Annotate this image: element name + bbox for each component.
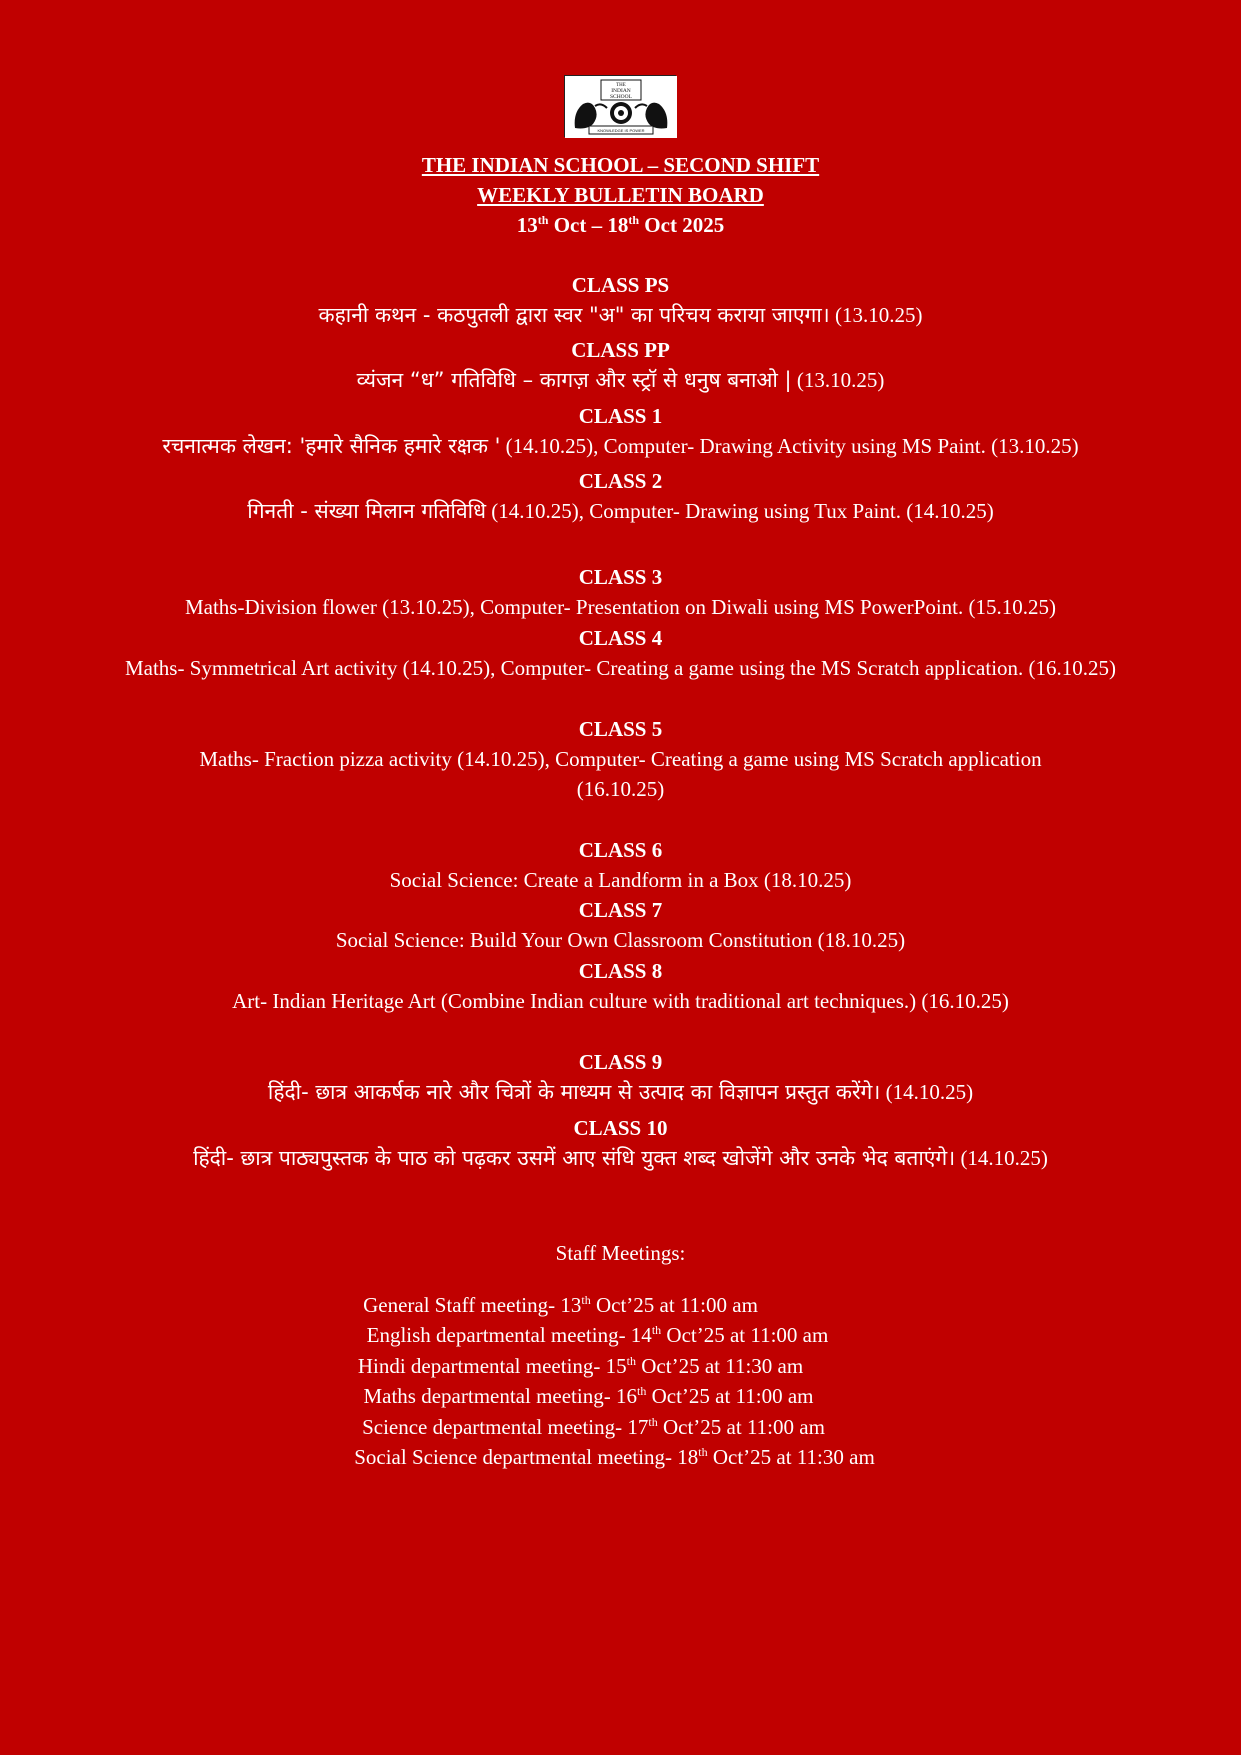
class-3-section: [0, 562, 1241, 622]
class-activity: रचनात्मक लेखन: 'हमारे सैनिक हमारे रक्षक ' (14.10.25), Computer- Drawing Activity using MS Paint. (13.10.25): [162, 434, 1079, 458]
class-title: CLASS 8: [578, 959, 663, 983]
school-crest-icon: [565, 76, 677, 138]
list-item: English departmental meeting- 14th Oct’25 at 11:00 am: [366, 1323, 829, 1348]
class-2-section: [0, 466, 1241, 526]
class-title: CLASS 3: [578, 565, 663, 589]
svg-text:SCHOOL: SCHOOL: [609, 94, 633, 100]
bulletin-header: [0, 150, 1241, 240]
class-9-section: [0, 1047, 1241, 1107]
class-title: CLASS PS: [571, 273, 670, 297]
class-activity: Art- Indian Heritage Art (Combine Indian culture with traditional art techniques.) (16.10.25): [232, 989, 1009, 1013]
class-8-section: [0, 956, 1241, 1016]
class-activity: Maths- Fraction pizza activity (14.10.25), Computer- Creating a game using MS Scratch application (16.10.25): [199, 747, 1042, 801]
class-4-section: [0, 623, 1241, 683]
class-1-section: [0, 401, 1241, 461]
class-activity: Social Science: Build Your Own Classroom Constitution (18.10.25): [335, 928, 906, 952]
class-title: CLASS 2: [578, 469, 663, 493]
svg-text:KNOWLEDGE IS POWER: KNOWLEDGE IS POWER: [597, 128, 645, 133]
svg-text:INDIAN: INDIAN: [611, 88, 631, 94]
class-activity: Maths- Symmetrical Art activity (14.10.25), Computer- Creating a game using the MS Scratch application. (16.10.25): [124, 656, 1117, 680]
class-title: CLASS PP: [571, 338, 670, 362]
list-item: Hindi departmental meeting- 15th Oct’25 at 11:30 am: [357, 1353, 804, 1378]
school-name: THE INDIAN SCHOOL – SECOND SHIFT: [421, 153, 820, 177]
class-10-section: [0, 1113, 1241, 1173]
class-title: CLASS 5: [578, 717, 663, 741]
class-6-section: [0, 835, 1241, 895]
class-pp-section: [0, 335, 1241, 395]
list-item: Maths departmental meeting- 16th Oct’25 at 11:00 am: [363, 1384, 814, 1409]
staff-meetings-list: [0, 1290, 1241, 1472]
list-item: General Staff meeting- 13th Oct’25 at 11:00 am: [363, 1293, 758, 1317]
bulletin-date-range: 13th Oct – 18th Oct 2025: [516, 213, 725, 237]
school-logo: [564, 75, 676, 137]
class-title: CLASS 10: [573, 1116, 668, 1140]
class-title: CLASS 7: [578, 898, 663, 922]
class-activity: कहानी कथन - कठपुतली द्वारा स्वर "अ" का परिचय कराया जाएगा। (13.10.25): [318, 303, 923, 327]
class-title: CLASS 6: [578, 838, 663, 862]
class-activity: हिंदी- छात्र आकर्षक नारे और चित्रों के माध्यम से उत्पाद का विज्ञापन प्रस्तुत करेंगे। (14.10.25): [267, 1080, 974, 1104]
staff-meetings-title: Staff Meetings:: [555, 1241, 686, 1265]
class-7-section: [0, 895, 1241, 955]
class-title: CLASS 9: [578, 1050, 663, 1074]
class-title: CLASS 1: [578, 404, 663, 428]
class-activity: Social Science: Create a Landform in a Box (18.10.25): [389, 868, 852, 892]
class-activity: Maths-Division flower (13.10.25), Computer- Presentation on Diwali using MS PowerPoint. (15.10.25): [184, 595, 1056, 619]
class-ps-section: [0, 270, 1241, 330]
class-5-section: [0, 714, 1241, 804]
class-activity: हिंदी- छात्र पाठ्यपुस्तक के पाठ को पढ़कर उसमें आए संधि युक्त शब्द खोजेंगे और उनके भेद बताएंगे। (14.10.25): [193, 1146, 1048, 1170]
list-item: Science departmental meeting- 17th Oct’25 at 11:00 am: [362, 1414, 825, 1439]
bulletin-title: WEEKLY BULLETIN BOARD: [477, 183, 764, 207]
class-activity: गिनती - संख्या मिलान गतिविधि (14.10.25), Computer- Drawing using Tux Paint. (14.10.25): [247, 499, 994, 523]
list-item: Social Science departmental meeting- 18th Oct’25 at 11:30 am: [354, 1445, 875, 1470]
class-title: CLASS 4: [578, 626, 663, 650]
class-activity: व्यंजन “ध” गतिविधि – कागज़ और स्ट्रॉ से धनुष बनाओ | (13.10.25): [356, 368, 885, 392]
svg-text:THE: THE: [616, 83, 626, 88]
